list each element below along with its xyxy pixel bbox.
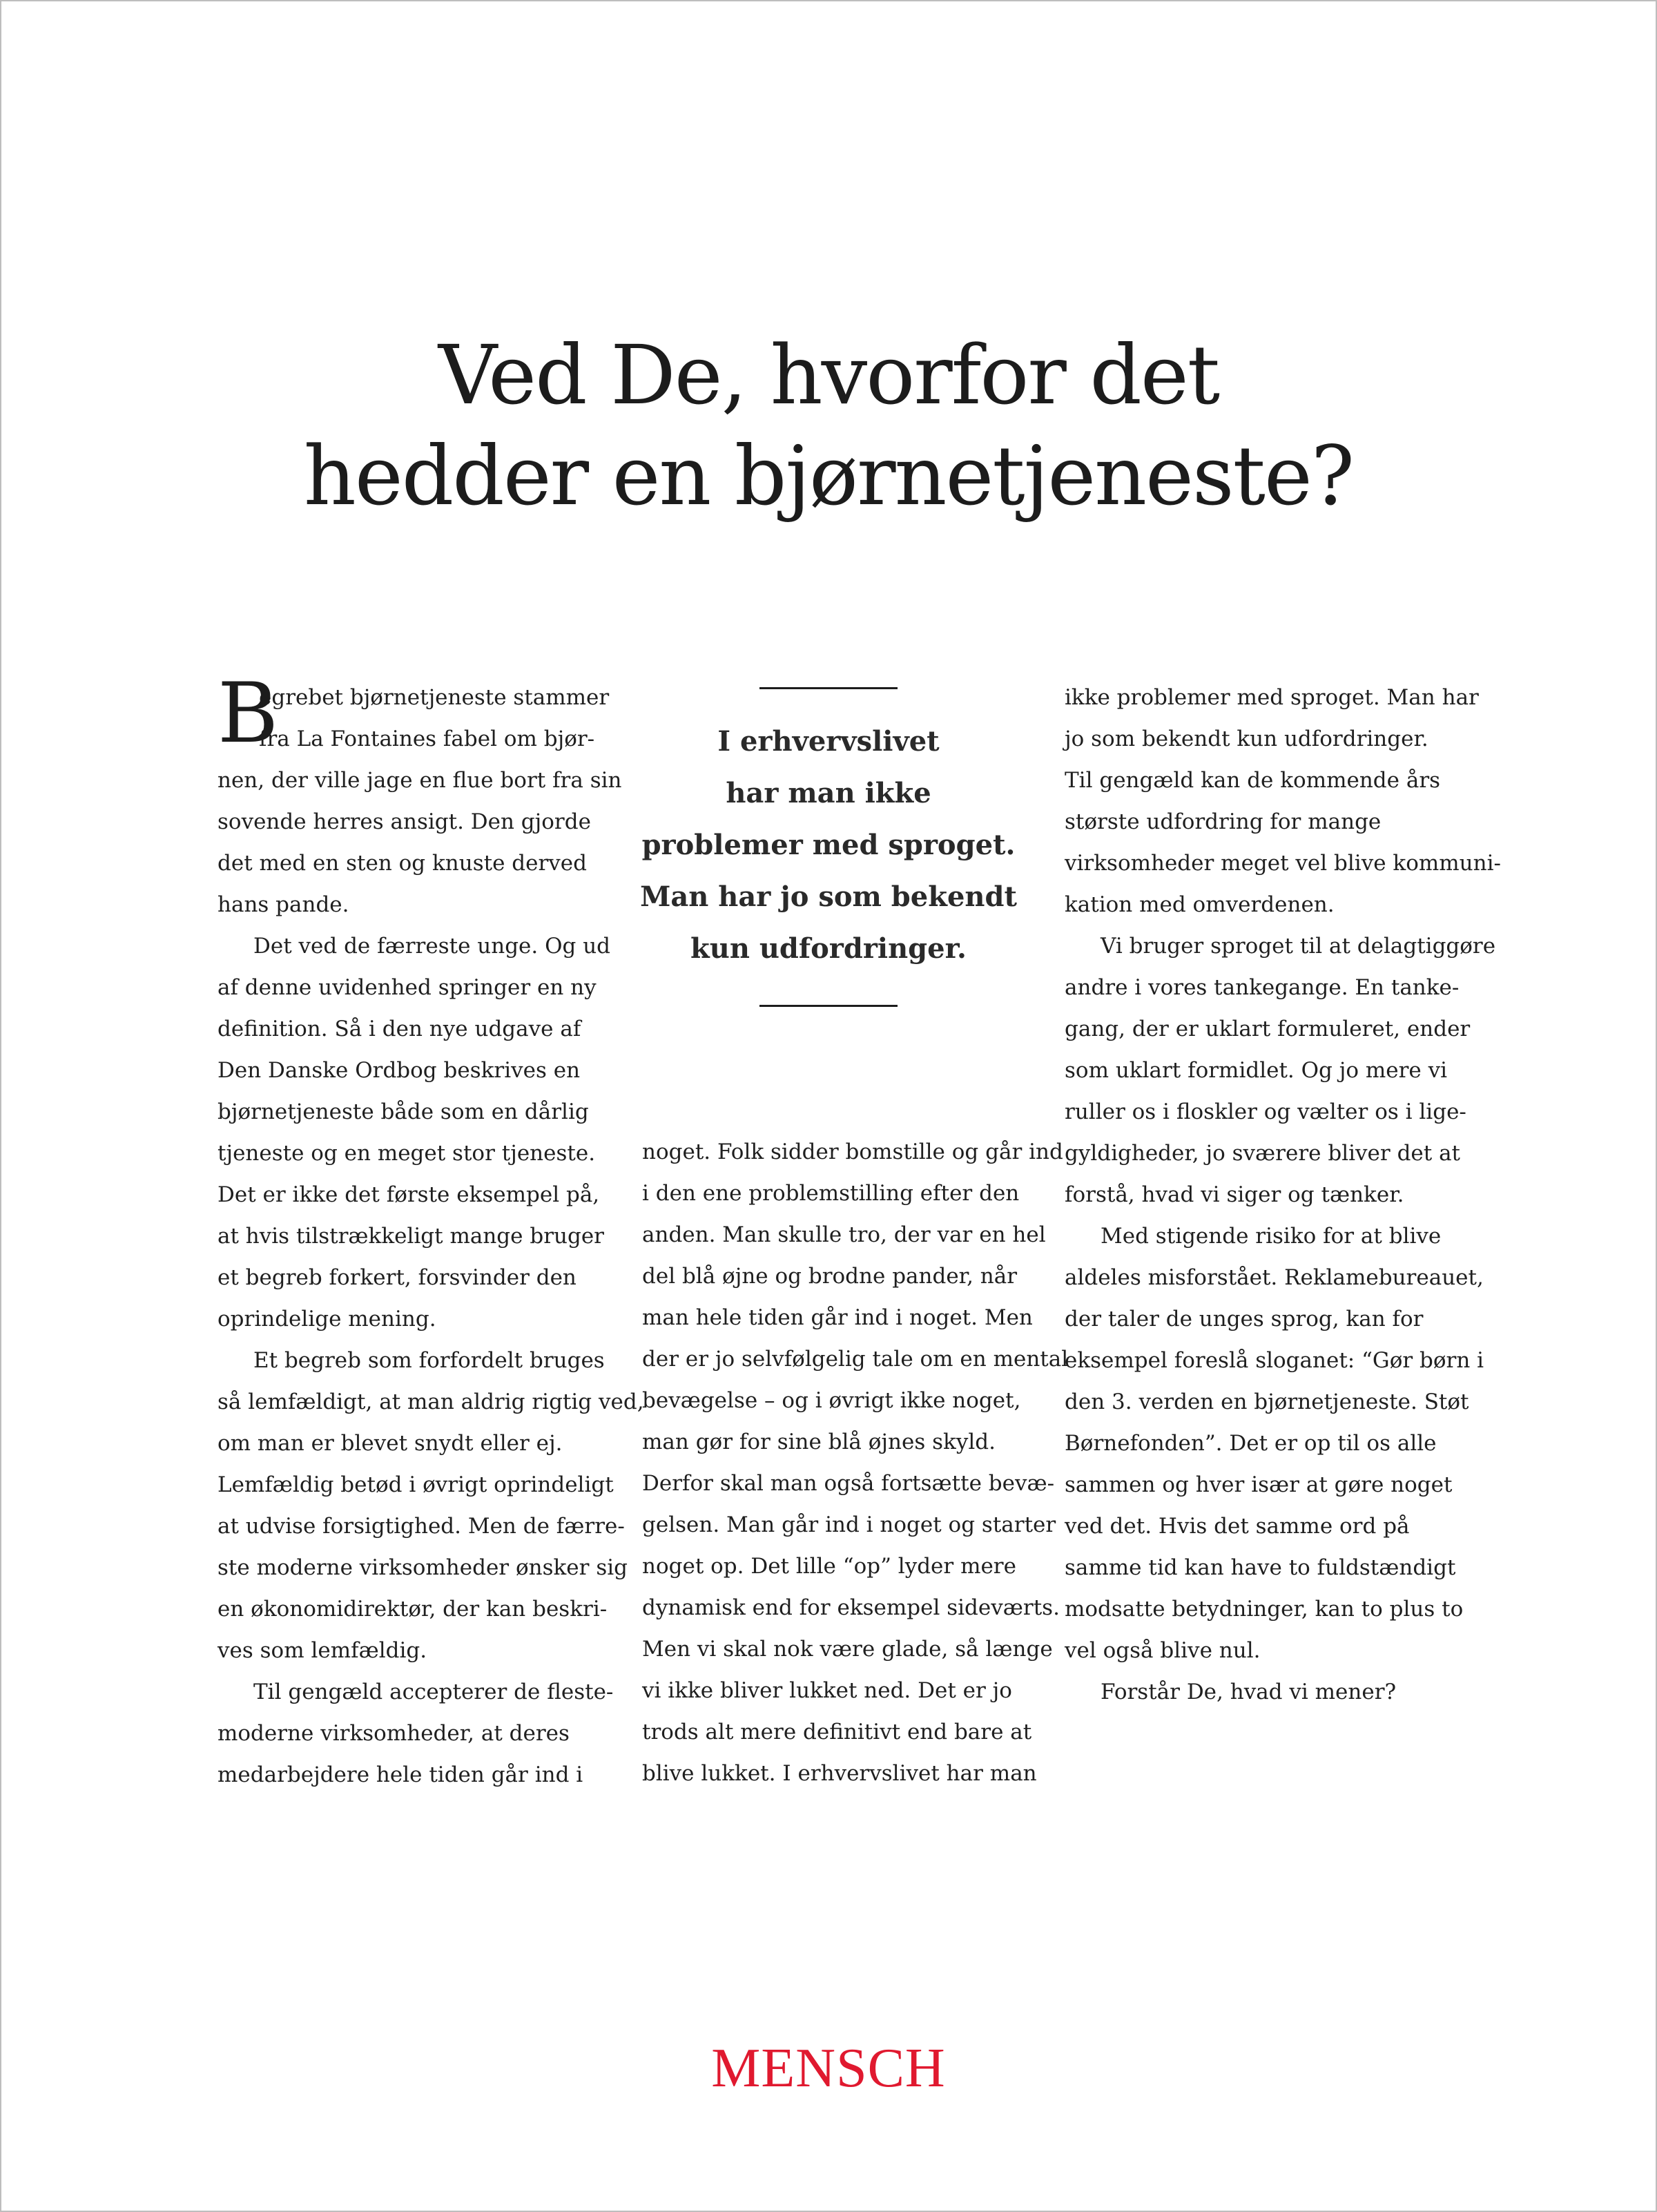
column-line: ruller os i floskler og vælter os i lige- [1065, 1099, 1466, 1124]
column-line: af denne uvidenhed springer en ny [217, 975, 597, 1000]
column-line: vel også blive nul. [1065, 1638, 1261, 1663]
pull-quote-line: I erhvervslivet [717, 725, 940, 758]
pull-quote-line: problemer med sproget. [641, 829, 1016, 861]
column-line: sovende herres ansigt. Den gjorde [217, 809, 591, 834]
column-line: største udfordring for mange [1065, 809, 1382, 834]
column-line: aldeles misforstået. Reklamebureauet, [1065, 1265, 1484, 1290]
column-line: nen, der ville jage en flue bort fra sin [217, 768, 622, 793]
article-column-middle [642, 1131, 1069, 1794]
pull-quote-line: Man har jo som bekendt [640, 881, 1017, 913]
column-line: anden. Man skulle tro, der var en hel [642, 1222, 1046, 1247]
headline-line-1: Ved De, hvorfor det [438, 327, 1219, 423]
column-line: ves som lemfældig. [217, 1638, 427, 1663]
column-line: sammen og hver især at gøre noget [1065, 1472, 1453, 1497]
column-line: et begreb forkert, forsvinder den [217, 1265, 576, 1290]
column-line: som uklart formidlet. Og jo mere vi [1065, 1058, 1448, 1083]
column-line: Derfor skal man også fortsætte bevæ- [642, 1471, 1055, 1496]
column-line: at udvise forsigtighed. Men de færre- [217, 1514, 625, 1539]
drop-cap: B [217, 666, 279, 762]
column-line: Lemfældig betød i øvrigt oprindeligt [217, 1472, 614, 1497]
column-line: i den ene problemstilling efter den [642, 1181, 1020, 1206]
pull-quote-top-rule [759, 687, 898, 689]
column-line: noget op. Det lille “op” lyder mere [642, 1554, 1016, 1579]
pull-quote-line: kun udfordringer. [690, 932, 967, 965]
column-line: Børnefonden”. Det er op til os alle [1065, 1431, 1437, 1456]
column-line: andre i vores tankegange. En tanke- [1065, 975, 1460, 1000]
line-text: egrebet bjørnetjeneste stammer [259, 685, 610, 710]
column-line: der taler de unges sprog, kan for [1065, 1307, 1424, 1331]
headline-line-2: hedder en bjørnetjeneste? [303, 428, 1354, 523]
column-line: Det ved de færreste unge. Og ud [253, 934, 611, 959]
column-line: dynamisk end for eksempel sideværts. [642, 1595, 1060, 1620]
column-line: gyldigheder, jo sværere bliver det at [1065, 1141, 1461, 1166]
column-line: Det er ikke det første eksempel på, [217, 1182, 600, 1207]
column-line: Vi bruger sproget til at delagtiggøre [1101, 934, 1496, 959]
column-line: vi ikke bliver lukket ned. Det er jo [642, 1678, 1012, 1703]
column-line: ikke problemer med sproget. Man har [1065, 685, 1479, 710]
article-column-left [217, 666, 644, 1796]
column-line: ste moderne virksomheder ønsker sig [217, 1555, 628, 1580]
column-line: så lemfældigt, at man aldrig rigtig ved, [217, 1389, 644, 1414]
column-line: man hele tiden går ind i noget. Men [642, 1305, 1033, 1330]
column-line: moderne virksomheder, at deres [217, 1721, 570, 1746]
column-line: om man er blevet snydt eller ej. [217, 1431, 563, 1456]
column-line: Med stigende risiko for at blive [1101, 1224, 1442, 1249]
column-line: blive lukket. I erhvervslivet har man [642, 1761, 1037, 1786]
column-line: forstå, hvad vi siger og tænker. [1065, 1182, 1404, 1207]
column-line: gang, der er uklart formuleret, ender [1065, 1017, 1471, 1041]
column-line: Til gengæld accepterer de fleste- [253, 1680, 614, 1704]
column-line: ved det. Hvis det samme ord på [1065, 1514, 1410, 1539]
column-line: kation med omverdenen. [1065, 892, 1335, 917]
column-line: fra La Fontaines fabel om bjør- [259, 727, 595, 751]
column-line: Den Danske Ordbog beskrives en [217, 1058, 581, 1083]
column-line: det med en sten og knuste derved [217, 851, 587, 876]
column-line: virksomheder meget vel blive kommuni- [1065, 851, 1501, 876]
column-line: Et begreb som forfordelt bruges [253, 1348, 605, 1373]
column-line: der er jo selvfølgelig tale om en mental [642, 1347, 1069, 1372]
column-line: del blå øjne og brodne pander, når [642, 1264, 1018, 1289]
column-line: den 3. verden en bjørnetjeneste. Støt [1065, 1389, 1469, 1414]
column-line: at hvis tilstrækkeligt mange bruger [217, 1224, 604, 1249]
column-line: man gør for sine blå øjnes skyld. [642, 1430, 996, 1454]
column-line: noget. Folk sidder bomstille og går ind [642, 1139, 1063, 1164]
pull-quote-line: har man ikke [726, 777, 931, 809]
brand-logo: MENSCH [711, 2038, 946, 2099]
column-line: definition. Så i den nye udgave af [217, 1017, 581, 1041]
pull-quote-text [621, 715, 1036, 974]
column-line: eksempel foreslå sloganet: “Gør børn i [1065, 1348, 1484, 1373]
article-column-right [1065, 677, 1501, 1713]
pull-quote-bottom-rule [759, 1005, 898, 1007]
column-line: oprindelige mening. [217, 1307, 436, 1331]
column-line: bjørnetjeneste både som en dårlig [217, 1099, 589, 1124]
column-line: hans pande. [217, 892, 349, 917]
column-line: samme tid kan have to fuldstændigt [1065, 1555, 1456, 1580]
column-line: modsatte betydninger, kan to plus to [1065, 1597, 1464, 1622]
column-line: Men vi skal nok være glade, så længe [642, 1637, 1053, 1662]
column-line: Forstår De, hvad vi mener? [1101, 1680, 1397, 1704]
column-line: medarbejdere hele tiden går ind i [217, 1762, 583, 1787]
column-line: en økonomidirektør, der kan beskri- [217, 1597, 608, 1622]
column-line: gelsen. Man går ind i noget og starter [642, 1512, 1056, 1537]
pull-quote [621, 687, 1036, 1007]
column-line: Til gengæld kan de kommende års [1065, 768, 1441, 793]
column-line: jo som bekendt kun udfordringer. [1065, 727, 1428, 751]
headline [0, 325, 1657, 526]
column-line: trods alt mere definitivt end bare at [642, 1720, 1032, 1744]
column-line: bevægelse – og i øvrigt ikke noget, [642, 1388, 1021, 1413]
column-line: tjeneste og en meget stor tjeneste. [217, 1141, 596, 1166]
